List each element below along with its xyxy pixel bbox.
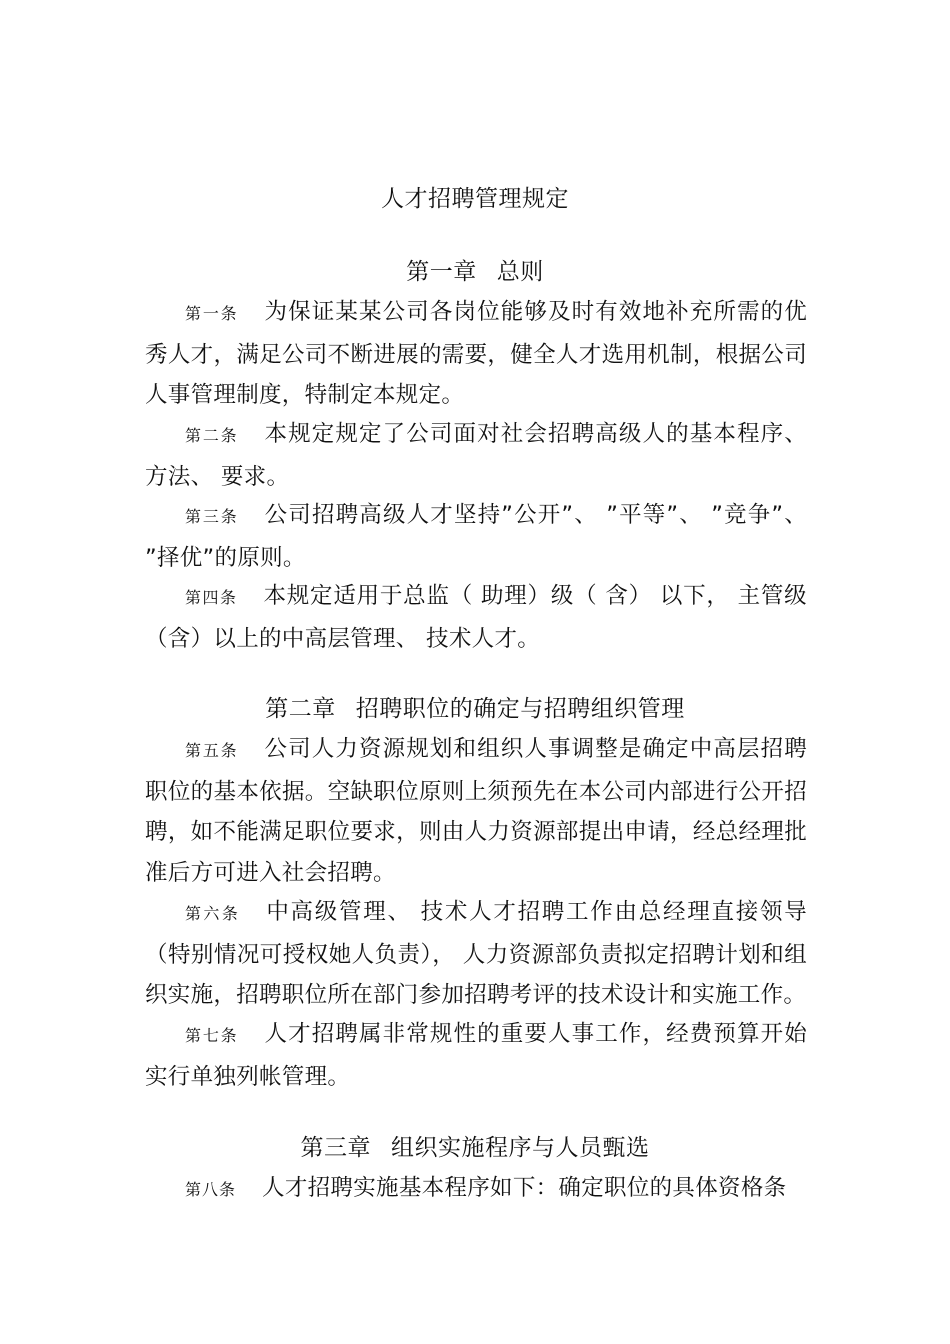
article-text: 本规定规定了公司面对社会招聘高级人的基本程序、方法、 要求。 <box>145 421 807 490</box>
chapter-title: 招聘职位的确定与招聘组织管理 <box>355 696 685 722</box>
article-text: 中高级管理、 技术人才招聘工作由总经理直接领导（特别情况可授权她人负责）， 人力资源部负责拟定招聘计划和组织实施，招聘职位所在部门参加招聘考评的技术设计和实施工作。 <box>145 899 807 1008</box>
article-text: 人才招聘实施基本程序如下：确定职位的具体资格条 <box>262 1175 787 1201</box>
article-label: 第七条 <box>185 1026 239 1045</box>
article-label: 第四条 <box>185 588 238 607</box>
article-label: 第五条 <box>185 741 239 760</box>
chapter-title: 组织实施程序与人员甄选 <box>391 1135 650 1161</box>
chapter-number: 第一章 <box>406 259 477 285</box>
article <box>145 729 807 893</box>
chapter-number: 第三章 <box>300 1135 371 1161</box>
chapter-title: 总则 <box>496 259 544 285</box>
article <box>145 292 807 416</box>
article-label: 第三条 <box>185 507 239 526</box>
article-text: 公司招聘高级人才坚持”公开”、 ”平等”、 ”竞争”、 ”择优”的原则。 <box>145 502 807 571</box>
article <box>145 892 807 1016</box>
article <box>145 576 807 659</box>
chapter-heading <box>0 1133 950 1163</box>
article <box>145 495 807 578</box>
article-text: 为保证某某公司各岗位能够及时有效地补充所需的优秀人才，满足公司不断进展的需要，健全人才选用机制，根据公司人事管理制度，特制定本规定。 <box>145 299 807 408</box>
article-label: 第二条 <box>185 426 239 445</box>
document-title: 人才招聘管理规定 <box>381 186 569 212</box>
article <box>145 1168 807 1211</box>
article-label: 第八条 <box>185 1180 237 1199</box>
article-text: 本规定适用于总监（ 助理）级（ 含） 以下， 主管级（含）以上的中高层管理、 技术人才。 <box>145 583 807 652</box>
chapter-heading <box>0 257 950 287</box>
article <box>145 1014 807 1097</box>
chapter-number: 第二章 <box>265 696 336 722</box>
article <box>145 414 807 497</box>
article-label: 第六条 <box>185 904 241 923</box>
chapter-heading <box>0 694 950 724</box>
article-text: 人才招聘属非常规性的重要人事工作，经费预算开始实行单独列帐管理。 <box>145 1021 807 1090</box>
article-text: 公司人力资源规划和组织人事调整是确定中高层招聘职位的基本依据。空缺职位原则上须预先在本公司内部进行公开招聘，如不能满足职位要求，则由人力资源部提出申请，经总经理批准后方可进入社会招聘。 <box>145 736 807 886</box>
article-label: 第一条 <box>185 304 239 323</box>
